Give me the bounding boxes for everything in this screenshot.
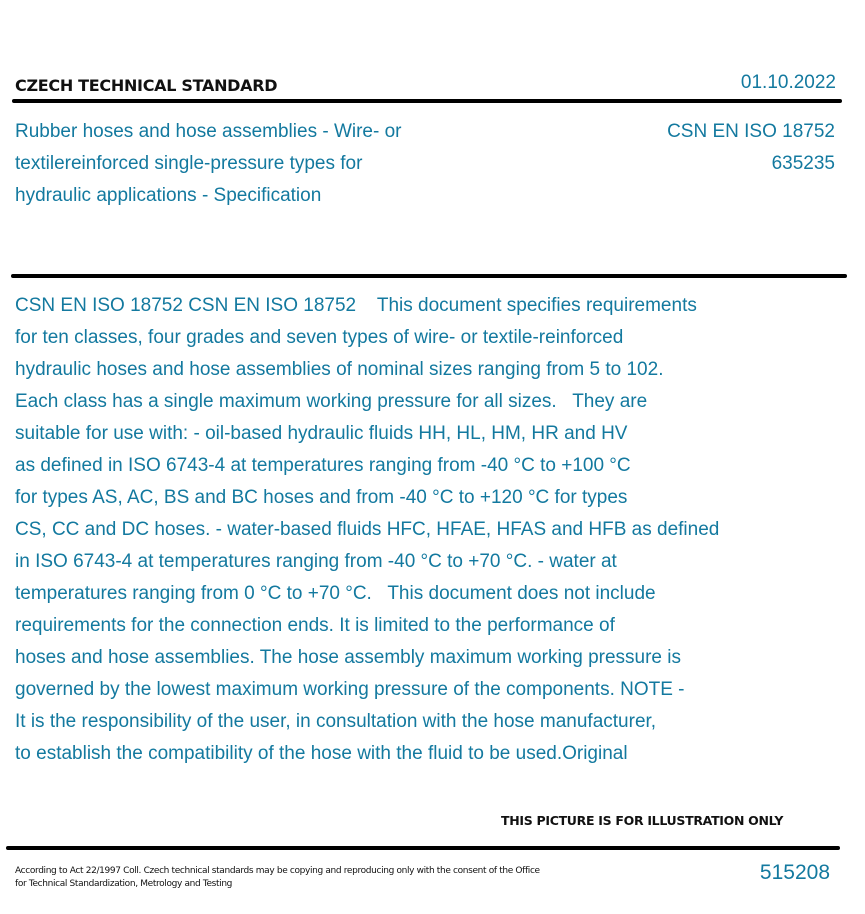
catalog-number: 635235 (771, 153, 835, 174)
title-line: hydraulic applications - Specification (15, 185, 322, 206)
publication-date: 01.10.2022 (740, 72, 836, 93)
abstract-line: for types AS, AC, BS and BC hoses and from -40 °C to +120 °C for types (15, 487, 628, 508)
standard-code: CSN EN ISO 18752 (667, 121, 835, 142)
section-divider (11, 274, 847, 278)
abstract-line: CSN EN ISO 18752 CSN EN ISO 18752 This document specifies requirements (15, 295, 697, 316)
illustration-note: THIS PICTURE IS FOR ILLUSTRATION ONLY (501, 813, 784, 828)
document-abstract (15, 290, 719, 770)
title-line: textilereinforced single-pressure types for (15, 153, 363, 174)
abstract-line: as defined in ISO 6743-4 at temperatures ranging from -40 °C to +100 °C (15, 455, 631, 476)
abstract-line: to establish the compatibility of the hose with the fluid to be used.Original (15, 743, 628, 764)
abstract-line: CS, CC and DC hoses. - water-based fluids HFC, HFAE, HFAS and HFB as defined (15, 519, 720, 540)
footer-number: 515208 (759, 861, 830, 884)
abstract-line: temperatures ranging from 0 °C to +70 °C. This document does not include (15, 583, 656, 604)
standard-type-label: CZECH TECHNICAL STANDARD (15, 76, 278, 95)
abstract-line: for ten classes, four grades and seven types of wire- or textile-reinforced (15, 327, 624, 348)
abstract-line: It is the responsibility of the user, in consultation with the hose manufacturer, (15, 711, 657, 732)
title-line: Rubber hoses and hose assemblies - Wire- or (15, 121, 402, 142)
footer-divider (6, 846, 840, 850)
abstract-line: hoses and hose assemblies. The hose assembly maximum working pressure is (15, 647, 682, 668)
document-title (15, 116, 535, 212)
legal-line: for Technical Standardization, Metrology and Testing (15, 878, 233, 889)
abstract-line: in ISO 6743-4 at temperatures ranging from -40 °C to +70 °C. - water at (15, 551, 617, 572)
header-divider (12, 99, 842, 103)
legal-notice (15, 865, 540, 890)
abstract-line: Each class has a single maximum working pressure for all sizes. They are (15, 391, 648, 412)
legal-line: According to Act 22/1997 Coll. Czech technical standards may be copying and reproducing only with the consent of the Office (15, 866, 540, 876)
abstract-line: hydraulic hoses and hose assemblies of nominal sizes ranging from 5 to 102. (15, 359, 664, 380)
abstract-line: suitable for use with: - oil-based hydraulic fluids HH, HL, HM, HR and HV (15, 423, 628, 444)
abstract-line: governed by the lowest maximum working pressure of the components. NOTE - (15, 679, 685, 700)
standard-identifiers (667, 116, 835, 180)
abstract-line: requirements for the connection ends. It is limited to the performance of (15, 615, 615, 636)
